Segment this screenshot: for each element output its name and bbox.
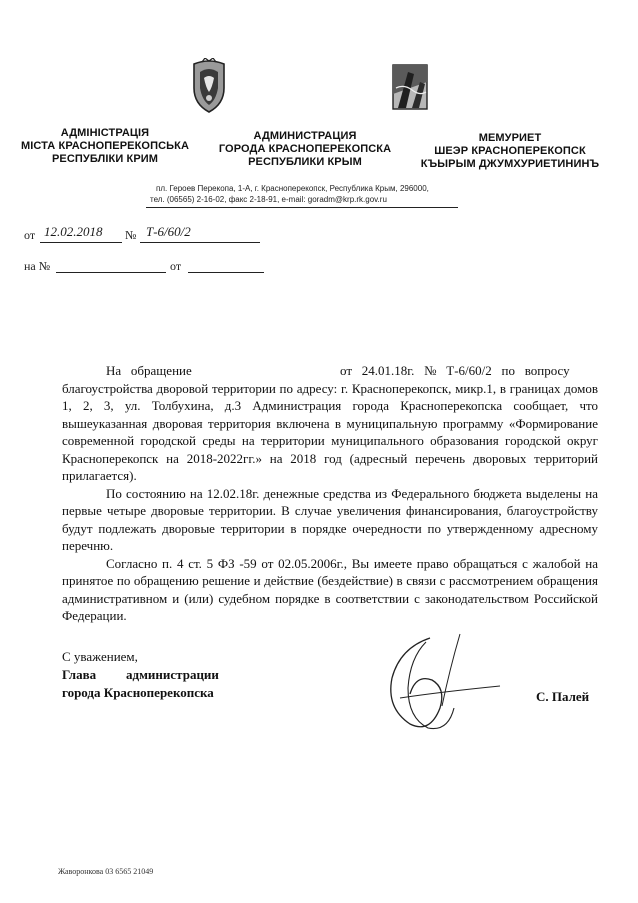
letterhead-ukr-line2: МІСТА КРАСНОПЕРЕКОПСЬКА [20, 140, 189, 152]
letterhead-contacts: тел. (06565) 2-16-02, факс 2-18-91, e-mail: goradm@krp.rk.gov.ru [150, 195, 387, 204]
letter-body [62, 362, 598, 625]
registration-from-label: от [24, 228, 36, 242]
reference-date-line [188, 272, 264, 273]
registration-no-label: № [125, 228, 137, 242]
letterhead-crimean-tatar [410, 132, 610, 171]
letterhead-rus-line2: ГОРОДА КРАСНОПЕРЕКОПСКА [218, 143, 392, 155]
body-paragraph-3: Согласно п. 4 ст. 5 ФЗ -59 от 02.05.2006г., Вы имеете право обращаться с жалобой на принятое по обращению решение и действие (бездействие) в связи с рассмотрением обращения административном и (или) судебном порядке в соответствии с законодательством Российской Федерации. [62, 555, 598, 623]
letterhead-divider [146, 207, 458, 208]
closing-title-1a: Глава [62, 667, 97, 682]
signer-name: С. Палей [536, 689, 590, 704]
letterhead-crh-line1: МЕМУРИЕТ [478, 132, 542, 144]
letterhead-rus-line3: РЕСПУБЛИКИ КРЫМ [248, 156, 362, 168]
letterhead-ukr-line1: АДМІНІСТРАЦІЯ [60, 127, 150, 139]
letterhead-crh-line2: ШЕЭР КРАСНОПЕРЕКОПСК [434, 145, 586, 157]
letterhead-ukr-line3: РЕСПУБЛІКИ КРИМ [51, 153, 159, 165]
closing-title-2: города Красноперекопска [62, 685, 214, 700]
registration-date: 12.02.2018 [44, 224, 103, 239]
city-emblem [392, 64, 428, 110]
registration-number-line [140, 242, 260, 243]
body-paragraph-2: По состоянию на 12.02.18г. денежные средства из Федерального бюджета выделены на первые четыре дворовые территории. В случае увеличения финансирования, благоустройству будут подлежать дворовые территории в порядке очередности по утвержденному адресному перечню. [62, 485, 598, 553]
body-paragraph-1: благоустройства дворовой территории по адресу: г. Красноперекопск, микр.1, в границах домов 1, 2, 3, ул. Толбухина, д.3 Администрация города Красноперекопска сообщает, что вышеуказанная дворовая территория включена в муниципальную программу «Формирование современной городской среды на территории муниципального образования городской округ Красноперекопск на 2018-2022гг.» на 2018 год (адресный перечень дворовых территорий прилагается). [62, 380, 598, 483]
letterhead-address: пл. Героев Перекопа, 1-А, г. Красноперекопск, Республика Крым, 296000, [156, 184, 429, 193]
body-first-line [62, 362, 598, 380]
reference-no-label: на № [24, 259, 51, 273]
registration-number: Т-6/60/2 [146, 224, 191, 239]
closing-regards: С уважением, [62, 649, 138, 664]
coat-of-arms-emblem [190, 58, 228, 114]
letterhead-russian [210, 130, 400, 169]
reference-from-label: от [170, 259, 182, 273]
reference-number-line [56, 272, 166, 273]
letterhead-crh-line3: КЪЫРЫМ ДЖУМХУРИЕТИНИНЪ [420, 158, 600, 170]
registration-date-line [40, 242, 122, 243]
letterhead-rus-line1: АДМИНИСТРАЦИЯ [253, 130, 357, 142]
body-para1-rest: от 24.01.18г. № Т-6/60/2 по вопросу [340, 363, 570, 378]
body-para1-lead: На обращение [106, 363, 192, 378]
handwritten-signature [370, 628, 520, 738]
letterhead-ukrainian [10, 127, 200, 166]
closing-title-1b: администрации [126, 667, 219, 682]
executor-note: Жаворонкова 03 6565 21049 [58, 867, 154, 876]
